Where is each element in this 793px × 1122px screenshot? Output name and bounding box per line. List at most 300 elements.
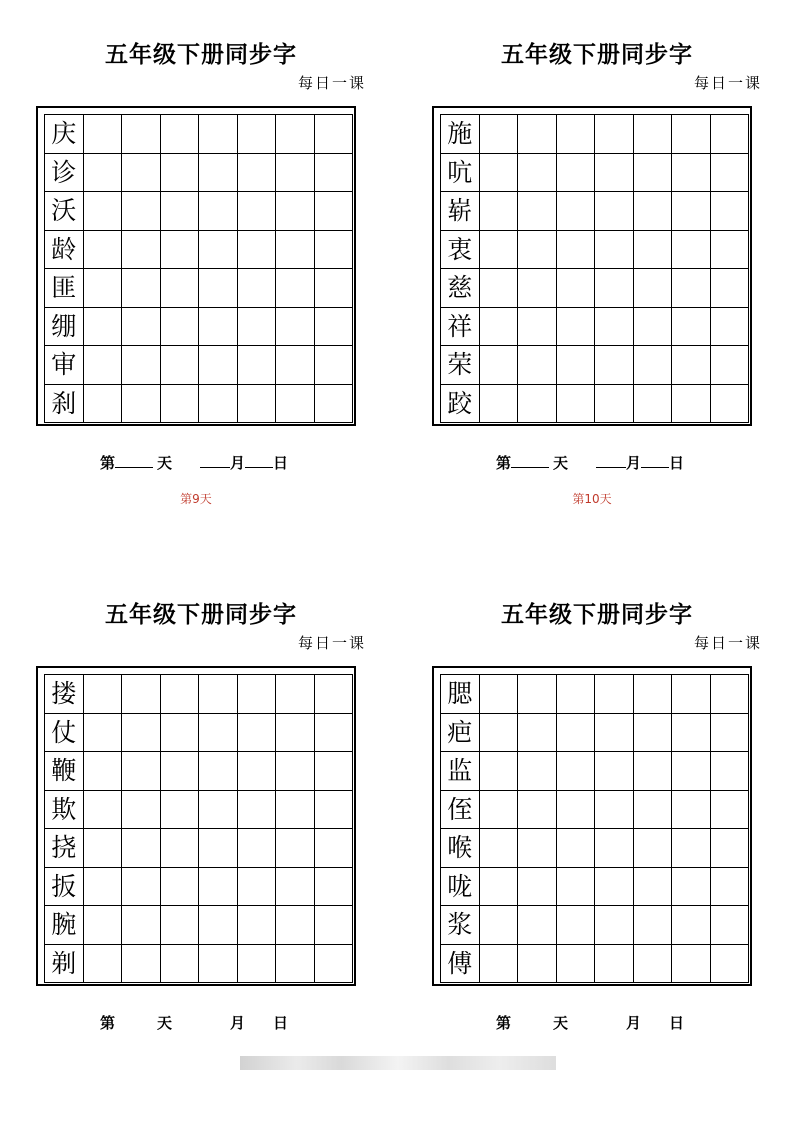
practice-cell	[711, 346, 750, 385]
model-character: 诊	[45, 154, 84, 193]
practice-cell	[672, 791, 711, 830]
practice-cell	[84, 115, 123, 154]
practice-cell	[276, 154, 315, 193]
practice-cell	[634, 308, 673, 347]
practice-cell	[238, 945, 277, 984]
date-line	[100, 452, 288, 473]
practice-cell	[557, 868, 596, 907]
practice-cell	[238, 192, 277, 231]
practice-cell	[122, 906, 161, 945]
practice-cell	[238, 829, 277, 868]
practice-cell	[84, 192, 123, 231]
practice-cell	[122, 308, 161, 347]
practice-cell	[672, 675, 711, 714]
practice-cell	[634, 115, 673, 154]
model-character: 浆	[441, 906, 480, 945]
date-di-label: 第	[496, 1014, 512, 1032]
model-character: 仗	[45, 714, 84, 753]
day-blank	[115, 453, 153, 468]
practice-cell	[315, 868, 354, 907]
day-number-label: 第10天	[572, 492, 612, 506]
model-character: 审	[45, 346, 84, 385]
practice-cell	[199, 346, 238, 385]
practice-cell	[276, 115, 315, 154]
model-character: 剃	[45, 945, 84, 984]
day-blank	[115, 1013, 153, 1028]
practice-cell	[238, 308, 277, 347]
practice-cell	[634, 269, 673, 308]
practice-cell	[84, 154, 123, 193]
practice-cell	[161, 308, 200, 347]
practice-cell	[518, 346, 557, 385]
date-tian-label: 天	[157, 1014, 173, 1032]
practice-cell	[238, 231, 277, 270]
practice-cell	[595, 192, 634, 231]
practice-cell	[199, 791, 238, 830]
model-character: 吭	[441, 154, 480, 193]
practice-cell	[122, 868, 161, 907]
practice-cell	[711, 231, 750, 270]
practice-cell	[672, 154, 711, 193]
practice-cell	[711, 154, 750, 193]
practice-cell	[199, 115, 238, 154]
practice-cell	[595, 308, 634, 347]
month-blank	[200, 453, 230, 468]
model-character: 匪	[45, 269, 84, 308]
date-ri-label: 日	[273, 1014, 289, 1032]
practice-cell	[199, 154, 238, 193]
practice-cell	[557, 752, 596, 791]
date-ri-label: 日	[669, 454, 685, 472]
day-blank	[511, 453, 549, 468]
practice-cell	[161, 791, 200, 830]
practice-cell	[634, 154, 673, 193]
practice-cell	[315, 714, 354, 753]
practice-cell	[480, 346, 519, 385]
practice-cell	[161, 115, 200, 154]
practice-cell	[595, 385, 634, 424]
practice-cell	[480, 308, 519, 347]
practice-cell	[595, 945, 634, 984]
practice-cell	[672, 714, 711, 753]
practice-cell	[480, 675, 519, 714]
practice-cell	[199, 752, 238, 791]
date-yue-label: 月	[626, 1014, 642, 1032]
practice-cell	[122, 192, 161, 231]
worksheet-panel-2	[432, 36, 762, 516]
practice-cell	[199, 829, 238, 868]
practice-cell	[672, 346, 711, 385]
practice-cell	[199, 714, 238, 753]
worksheet-title: 五年级下册同步字	[105, 41, 297, 68]
practice-cell	[557, 791, 596, 830]
practice-cell	[595, 115, 634, 154]
practice-cell	[518, 945, 557, 984]
practice-cell	[634, 945, 673, 984]
practice-cell	[276, 945, 315, 984]
model-character: 庆	[45, 115, 84, 154]
practice-cell	[480, 154, 519, 193]
practice-cell	[634, 192, 673, 231]
practice-cell	[518, 192, 557, 231]
practice-cell	[276, 269, 315, 308]
model-character: 侄	[441, 791, 480, 830]
date-blank	[641, 1013, 669, 1028]
practice-cell	[315, 829, 354, 868]
practice-cell	[634, 752, 673, 791]
practice-cell	[122, 829, 161, 868]
practice-cell	[122, 385, 161, 424]
practice-cell	[595, 868, 634, 907]
practice-cell	[518, 308, 557, 347]
practice-cell	[84, 231, 123, 270]
practice-cell	[276, 829, 315, 868]
practice-cell	[161, 752, 200, 791]
model-character: 喉	[441, 829, 480, 868]
practice-cell	[557, 308, 596, 347]
practice-cell	[161, 346, 200, 385]
date-line	[496, 1012, 684, 1033]
practice-cell	[122, 752, 161, 791]
worksheet-title: 五年级下册同步字	[501, 601, 693, 628]
practice-cell	[199, 192, 238, 231]
date-tian-label: 天	[553, 1014, 569, 1032]
practice-cell	[238, 385, 277, 424]
practice-cell	[199, 385, 238, 424]
model-character: 龄	[45, 231, 84, 270]
practice-cell	[122, 346, 161, 385]
practice-cell	[672, 231, 711, 270]
practice-cell	[595, 231, 634, 270]
practice-cell	[84, 945, 123, 984]
practice-cell	[518, 906, 557, 945]
practice-cell	[518, 714, 557, 753]
worksheet-title: 五年级下册同步字	[501, 41, 693, 68]
practice-cell	[634, 906, 673, 945]
practice-cell	[276, 675, 315, 714]
practice-cell	[672, 868, 711, 907]
practice-cell	[711, 308, 750, 347]
practice-cell	[315, 269, 354, 308]
practice-cell	[480, 868, 519, 907]
practice-cell	[711, 906, 750, 945]
practice-cell	[84, 868, 123, 907]
worksheet-subtitle: 每日一课	[693, 74, 762, 92]
model-character: 挠	[45, 829, 84, 868]
date-yue-label: 月	[230, 1014, 246, 1032]
practice-cell	[711, 752, 750, 791]
practice-cell	[199, 308, 238, 347]
practice-cell	[161, 154, 200, 193]
practice-cell	[595, 346, 634, 385]
practice-cell	[518, 231, 557, 270]
worksheet-subtitle: 每日一课	[297, 74, 366, 92]
practice-cell	[84, 791, 123, 830]
practice-cell	[315, 906, 354, 945]
practice-cell	[557, 714, 596, 753]
date-line	[100, 1012, 288, 1033]
practice-cell	[711, 269, 750, 308]
practice-cell	[161, 675, 200, 714]
practice-cell	[276, 192, 315, 231]
model-character: 崭	[441, 192, 480, 231]
practice-cell	[634, 714, 673, 753]
date-yue-label: 月	[626, 454, 642, 472]
practice-cell	[634, 385, 673, 424]
practice-cell	[84, 714, 123, 753]
practice-cell	[122, 791, 161, 830]
model-character: 傅	[441, 945, 480, 984]
practice-cell	[315, 231, 354, 270]
practice-grid	[36, 106, 356, 426]
practice-cell	[199, 868, 238, 907]
model-character: 衷	[441, 231, 480, 270]
model-character: 祥	[441, 308, 480, 347]
model-character: 疤	[441, 714, 480, 753]
month-blank	[596, 453, 626, 468]
practice-cell	[634, 231, 673, 270]
practice-cell	[557, 829, 596, 868]
practice-cell	[595, 269, 634, 308]
practice-cell	[518, 269, 557, 308]
model-character: 腕	[45, 906, 84, 945]
practice-cell	[557, 192, 596, 231]
practice-cell	[276, 308, 315, 347]
practice-cell	[122, 945, 161, 984]
practice-cell	[672, 308, 711, 347]
month-blank	[596, 1013, 626, 1028]
practice-cell	[711, 115, 750, 154]
practice-cell	[276, 385, 315, 424]
practice-cell	[480, 231, 519, 270]
practice-cell	[276, 714, 315, 753]
practice-cell	[315, 115, 354, 154]
practice-cell	[199, 231, 238, 270]
practice-cell	[672, 385, 711, 424]
practice-cell	[315, 308, 354, 347]
model-character: 搂	[45, 675, 84, 714]
model-character: 刹	[45, 385, 84, 424]
practice-cell	[122, 115, 161, 154]
model-character: 跤	[441, 385, 480, 424]
practice-cell	[276, 231, 315, 270]
practice-cell	[711, 192, 750, 231]
practice-cell	[557, 231, 596, 270]
model-character: 沃	[45, 192, 84, 231]
practice-cell	[238, 269, 277, 308]
practice-cell	[557, 346, 596, 385]
practice-cell	[480, 269, 519, 308]
practice-cell	[480, 752, 519, 791]
date-tian-label: 天	[157, 454, 173, 472]
date-di-label: 第	[496, 454, 512, 472]
practice-cell	[238, 675, 277, 714]
practice-cell	[161, 192, 200, 231]
practice-cell	[595, 675, 634, 714]
practice-cell	[711, 945, 750, 984]
footer-watermark-bar	[240, 1056, 556, 1070]
practice-cell	[315, 346, 354, 385]
practice-cell	[276, 868, 315, 907]
practice-cell	[672, 906, 711, 945]
practice-cell	[672, 192, 711, 231]
practice-cell	[161, 906, 200, 945]
practice-cell	[238, 346, 277, 385]
practice-cell	[480, 829, 519, 868]
model-character: 咙	[441, 868, 480, 907]
practice-cell	[595, 752, 634, 791]
practice-cell	[634, 868, 673, 907]
practice-cell	[315, 192, 354, 231]
practice-cell	[161, 231, 200, 270]
practice-cell	[557, 906, 596, 945]
practice-cell	[518, 385, 557, 424]
practice-cell	[238, 115, 277, 154]
practice-cell	[557, 154, 596, 193]
model-character: 荣	[441, 346, 480, 385]
date-tian-label: 天	[553, 454, 569, 472]
practice-cell	[518, 675, 557, 714]
practice-cell	[315, 154, 354, 193]
practice-cell	[199, 906, 238, 945]
practice-cell	[199, 675, 238, 714]
model-character: 慈	[441, 269, 480, 308]
practice-cell	[672, 945, 711, 984]
practice-cell	[518, 154, 557, 193]
model-character: 绷	[45, 308, 84, 347]
practice-cell	[276, 346, 315, 385]
practice-cell	[518, 115, 557, 154]
practice-cell	[518, 868, 557, 907]
practice-cell	[711, 385, 750, 424]
practice-cell	[480, 115, 519, 154]
worksheet-panel-3	[36, 596, 366, 1076]
practice-cell	[634, 675, 673, 714]
practice-cell	[122, 231, 161, 270]
practice-cell	[84, 752, 123, 791]
model-character: 施	[441, 115, 480, 154]
practice-cell	[634, 346, 673, 385]
date-blank	[245, 1013, 273, 1028]
model-character: 腮	[441, 675, 480, 714]
practice-cell	[480, 714, 519, 753]
date-di-label: 第	[100, 1014, 116, 1032]
practice-cell	[315, 675, 354, 714]
date-blank	[641, 453, 669, 468]
practice-cell	[238, 868, 277, 907]
practice-cell	[315, 945, 354, 984]
practice-cell	[84, 675, 123, 714]
practice-cell	[711, 791, 750, 830]
practice-cell	[595, 714, 634, 753]
practice-cell	[557, 945, 596, 984]
practice-cell	[276, 752, 315, 791]
month-blank	[200, 1013, 230, 1028]
practice-cell	[634, 829, 673, 868]
worksheet-panel-4	[432, 596, 762, 1076]
practice-cell	[557, 269, 596, 308]
model-character: 监	[441, 752, 480, 791]
date-blank	[245, 453, 273, 468]
practice-cell	[161, 945, 200, 984]
practice-cell	[518, 829, 557, 868]
practice-cell	[557, 675, 596, 714]
practice-cell	[315, 752, 354, 791]
day-blank	[511, 1013, 549, 1028]
practice-cell	[672, 752, 711, 791]
worksheet-subtitle: 每日一课	[297, 634, 366, 652]
practice-cell	[672, 115, 711, 154]
practice-cell	[161, 868, 200, 907]
practice-cell	[84, 346, 123, 385]
practice-cell	[276, 791, 315, 830]
date-di-label: 第	[100, 454, 116, 472]
practice-cell	[711, 714, 750, 753]
practice-cell	[672, 269, 711, 308]
model-character: 鞭	[45, 752, 84, 791]
practice-cell	[711, 829, 750, 868]
practice-cell	[518, 791, 557, 830]
practice-cell	[557, 115, 596, 154]
date-line	[496, 452, 684, 473]
practice-cell	[480, 192, 519, 231]
practice-grid	[36, 666, 356, 986]
practice-cell	[595, 906, 634, 945]
practice-cell	[711, 675, 750, 714]
worksheet-subtitle: 每日一课	[693, 634, 762, 652]
practice-cell	[238, 791, 277, 830]
practice-cell	[84, 829, 123, 868]
practice-cell	[480, 906, 519, 945]
practice-cell	[84, 906, 123, 945]
practice-grid	[432, 666, 752, 986]
practice-cell	[480, 385, 519, 424]
date-yue-label: 月	[230, 454, 246, 472]
practice-cell	[276, 906, 315, 945]
practice-grid	[432, 106, 752, 426]
practice-cell	[238, 752, 277, 791]
worksheet-title: 五年级下册同步字	[105, 601, 297, 628]
practice-cell	[122, 269, 161, 308]
practice-cell	[199, 945, 238, 984]
day-number-label: 第9天	[180, 492, 212, 506]
practice-cell	[518, 752, 557, 791]
practice-cell	[480, 791, 519, 830]
practice-cell	[595, 154, 634, 193]
practice-cell	[238, 154, 277, 193]
model-character: 欺	[45, 791, 84, 830]
practice-cell	[238, 714, 277, 753]
model-character: 扳	[45, 868, 84, 907]
practice-cell	[84, 269, 123, 308]
practice-cell	[315, 791, 354, 830]
practice-cell	[595, 791, 634, 830]
practice-cell	[122, 675, 161, 714]
practice-cell	[161, 385, 200, 424]
practice-cell	[161, 269, 200, 308]
practice-cell	[595, 829, 634, 868]
date-ri-label: 日	[669, 1014, 685, 1032]
date-ri-label: 日	[273, 454, 289, 472]
practice-cell	[199, 269, 238, 308]
practice-cell	[238, 906, 277, 945]
practice-cell	[122, 154, 161, 193]
practice-cell	[672, 829, 711, 868]
practice-cell	[84, 385, 123, 424]
practice-cell	[634, 791, 673, 830]
practice-cell	[315, 385, 354, 424]
worksheet-panel-1	[36, 36, 366, 516]
